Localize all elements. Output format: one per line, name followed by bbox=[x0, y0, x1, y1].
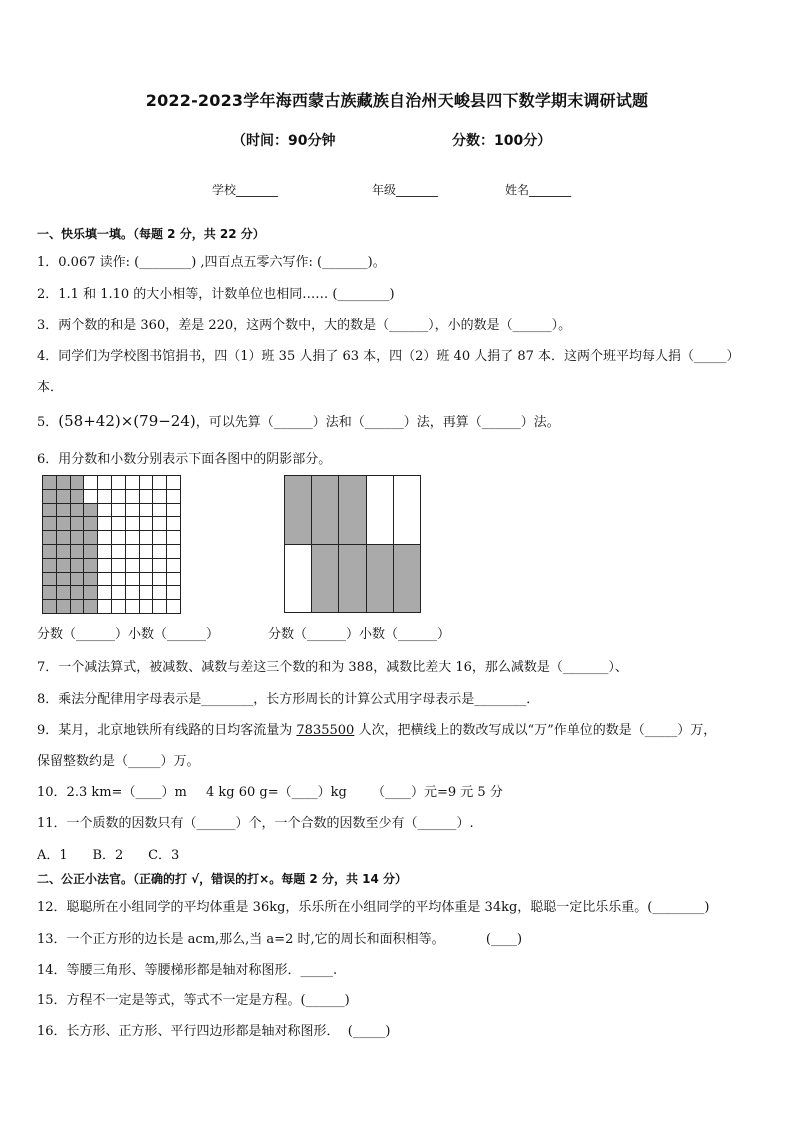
grid-cell bbox=[111, 475, 126, 490]
grid-cell bbox=[42, 516, 57, 531]
question-13: 13．一个正方形的边长是 acm,那么,当 a=2 时,它的周长和面积相等。 (____) bbox=[37, 932, 523, 947]
grid-cell bbox=[111, 558, 126, 573]
question-10-part-b: 4 kg 60 g=（____）kg bbox=[206, 785, 347, 800]
question-14: 14．等腰三角形、等腰梯形都是轴对称图形．_____. bbox=[37, 963, 338, 978]
grid-cell bbox=[42, 489, 57, 504]
bar-rectangle-figure bbox=[284, 475, 420, 612]
school-field: 学校_______ bbox=[212, 183, 279, 197]
grid-cell bbox=[139, 530, 154, 545]
grid-cell bbox=[56, 599, 71, 614]
grid-cell bbox=[56, 516, 71, 531]
grid-cell bbox=[152, 572, 167, 587]
grid-cell bbox=[42, 572, 57, 587]
grid-cell bbox=[166, 599, 181, 614]
grid-cell bbox=[42, 585, 57, 600]
question-12: 12．聪聪所在小组同学的平均体重是 36kg，乐乐所在小组同学的平均体重是 34kg，聪聪一定比乐乐重。(________) bbox=[37, 900, 710, 915]
grid-cell bbox=[111, 516, 126, 531]
grid-cell bbox=[97, 572, 112, 587]
grid-cell bbox=[152, 558, 167, 573]
grid-cell bbox=[83, 572, 98, 587]
grid-cell bbox=[42, 599, 57, 614]
grid-cell bbox=[111, 503, 126, 518]
question-11: 11．一个质数的因数只有（______）个，一个合数的因数至少有（______）. bbox=[37, 816, 474, 831]
grid-cell bbox=[97, 599, 112, 614]
question-3: 3．两个数的和是 360，差是 220，这两个数中，大的数是（______），小的数是（______）。 bbox=[37, 318, 572, 333]
grid-cell bbox=[152, 489, 167, 504]
grid-cell bbox=[56, 544, 71, 559]
question-7: 7．一个减法算式，被减数、减数与差这三个数的和为 388，减数比差大 16，那么减数是（_______）、 bbox=[37, 660, 628, 675]
name-field: 姓名_______ bbox=[505, 183, 572, 197]
bar-cell bbox=[393, 544, 421, 614]
grid-cell bbox=[125, 475, 140, 490]
question-8: 8．乘法分配律用字母表示是________，长方形周长的计算公式用字母表示是________． bbox=[37, 692, 540, 707]
bar-cell bbox=[311, 475, 339, 545]
passenger-count: 7835500 bbox=[296, 723, 355, 738]
grid-cell bbox=[152, 503, 167, 518]
grid-cell bbox=[139, 572, 154, 587]
grid-cell bbox=[42, 558, 57, 573]
question-5-expression: (58+42)×(79−24) bbox=[58, 412, 196, 430]
grid-cell bbox=[97, 544, 112, 559]
grid-cell bbox=[83, 544, 98, 559]
total-score: 分数：100分） bbox=[452, 133, 552, 149]
section-2-heading: 二、公正小法官。（正确的打 √，错误的打×。每题 2 分，共 14 分） bbox=[37, 872, 407, 886]
grid-cell bbox=[166, 489, 181, 504]
grid-cell bbox=[111, 544, 126, 559]
grid-cell bbox=[125, 489, 140, 504]
question-11-options: A．1 B．2 C．3 bbox=[37, 848, 180, 863]
grid-cell bbox=[56, 585, 71, 600]
grid-cell bbox=[111, 585, 126, 600]
grid-cell bbox=[83, 530, 98, 545]
question-9-line-1 bbox=[37, 719, 716, 738]
grid-cell bbox=[97, 516, 112, 531]
grid-cell bbox=[166, 558, 181, 573]
grid-cell bbox=[83, 599, 98, 614]
figure-a-answer: 分数（______）小数（______） bbox=[37, 627, 220, 642]
grid-cell bbox=[139, 489, 154, 504]
question-2: 2．1.1 和 1.10 的大小相等，计数单位也相同…… (________) bbox=[37, 287, 395, 302]
grid-cell bbox=[139, 544, 154, 559]
grid-cell bbox=[70, 503, 85, 518]
grid-cell bbox=[42, 475, 57, 490]
bar-cell bbox=[366, 475, 394, 545]
question-9-line-2: 保留整数约是（_____）万。 bbox=[37, 754, 200, 769]
grid-cell bbox=[139, 585, 154, 600]
question-5 bbox=[37, 411, 560, 430]
grid-cell bbox=[83, 475, 98, 490]
bar-cell bbox=[393, 475, 421, 545]
question-9-suffix: 人次，把横线上的数改写成以“万”作单位的数是（_____）万， bbox=[354, 723, 717, 738]
grid-cell bbox=[70, 572, 85, 587]
grid-cell bbox=[97, 585, 112, 600]
question-15: 15．方程不一定是等式，等式不一定是方程。(______) bbox=[37, 993, 350, 1008]
question-10-part-a: 10．2.3 km=（____）m bbox=[37, 785, 187, 800]
bar-cell bbox=[338, 475, 366, 545]
bar-cell bbox=[284, 475, 312, 545]
grid-cell bbox=[166, 544, 181, 559]
grid-cell bbox=[166, 530, 181, 545]
bar-cell bbox=[366, 544, 394, 614]
grid-cell bbox=[83, 558, 98, 573]
question-10-part-c: （____）元=9 元 5 分 bbox=[372, 785, 503, 800]
question-5-text: ，可以先算（______）法和（______）法，再算（______）法。 bbox=[195, 415, 560, 430]
question-9-prefix: 9．某月，北京地铁所有线路的日均客流量为 bbox=[37, 723, 297, 738]
grid-cell bbox=[83, 489, 98, 504]
grid-cell bbox=[152, 599, 167, 614]
grid-cell bbox=[70, 530, 85, 545]
grid-cell bbox=[125, 572, 140, 587]
grid-cell bbox=[125, 558, 140, 573]
grid-cell bbox=[125, 599, 140, 614]
grid-cell bbox=[139, 516, 154, 531]
grid-cell bbox=[56, 572, 71, 587]
grid-cell bbox=[97, 530, 112, 545]
grid-cell bbox=[166, 475, 181, 490]
grid-cell bbox=[166, 572, 181, 587]
time-limit: （时间：90分钟 bbox=[232, 133, 336, 149]
grid-cell bbox=[70, 558, 85, 573]
grid-cell bbox=[111, 599, 126, 614]
bar-cell bbox=[338, 544, 366, 614]
grid-cell bbox=[125, 544, 140, 559]
grid-cell bbox=[111, 572, 126, 587]
grid-cell bbox=[70, 585, 85, 600]
grid-cell bbox=[42, 530, 57, 545]
grid-cell bbox=[56, 475, 71, 490]
grid-cell bbox=[97, 489, 112, 504]
grid-cell bbox=[83, 516, 98, 531]
bar-cell bbox=[311, 544, 339, 614]
grid-cell bbox=[125, 585, 140, 600]
section-1-heading: 一、快乐填一填。（每题 2 分，共 22 分） bbox=[37, 227, 265, 241]
grid-cell bbox=[70, 489, 85, 504]
grid-cell bbox=[70, 599, 85, 614]
grid-cell bbox=[152, 475, 167, 490]
grid-cell bbox=[166, 503, 181, 518]
question-1: 1．0.067 读作: (________) ,四百点五零六写作: (_______)。 bbox=[37, 255, 386, 270]
grid-cell bbox=[111, 530, 126, 545]
grid-cell bbox=[97, 558, 112, 573]
figure-b-answer: 分数（______）小数（______） bbox=[268, 627, 451, 642]
grid-cell bbox=[83, 503, 98, 518]
grid-cell bbox=[111, 489, 126, 504]
grid-cell bbox=[166, 516, 181, 531]
hundred-grid-figure bbox=[42, 475, 180, 613]
bar-cell bbox=[284, 544, 312, 614]
grid-cell bbox=[139, 503, 154, 518]
grid-cell bbox=[70, 544, 85, 559]
question-4-line-2: 本． bbox=[37, 380, 64, 395]
question-5-number: 5． bbox=[37, 415, 59, 430]
grid-cell bbox=[83, 585, 98, 600]
grid-cell bbox=[42, 503, 57, 518]
grid-cell bbox=[152, 544, 167, 559]
grid-cell bbox=[152, 516, 167, 531]
question-4-line-1: 4．同学们为学校图书馆捐书，四（1）班 35 人捐了 63 本，四（2）班 40 人捐了 87 本．这两个班平均每人捐（_____） bbox=[37, 349, 740, 364]
grid-cell bbox=[166, 585, 181, 600]
grid-cell bbox=[152, 530, 167, 545]
grid-cell bbox=[125, 516, 140, 531]
grid-cell bbox=[125, 503, 140, 518]
grid-cell bbox=[139, 475, 154, 490]
grid-cell bbox=[56, 558, 71, 573]
grid-cell bbox=[139, 558, 154, 573]
grid-cell bbox=[70, 516, 85, 531]
grid-cell bbox=[70, 475, 85, 490]
grid-cell bbox=[56, 530, 71, 545]
exam-title: 2022-2023学年海西蒙古族藏族自治州天峻县四下数学期末调研试题 bbox=[145, 91, 649, 110]
grid-cell bbox=[97, 475, 112, 490]
grid-cell bbox=[152, 585, 167, 600]
grade-field: 年级_______ bbox=[372, 183, 439, 197]
grid-cell bbox=[139, 599, 154, 614]
grid-cell bbox=[125, 530, 140, 545]
grid-cell bbox=[56, 503, 71, 518]
grid-cell bbox=[56, 489, 71, 504]
grid-cell bbox=[42, 544, 57, 559]
question-6: 6．用分数和小数分别表示下面各图中的阴影部分。 bbox=[37, 452, 332, 467]
grid-cell bbox=[97, 503, 112, 518]
question-16: 16．长方形、正方形、平行四边形都是轴对称图形． (_____) bbox=[37, 1024, 391, 1039]
